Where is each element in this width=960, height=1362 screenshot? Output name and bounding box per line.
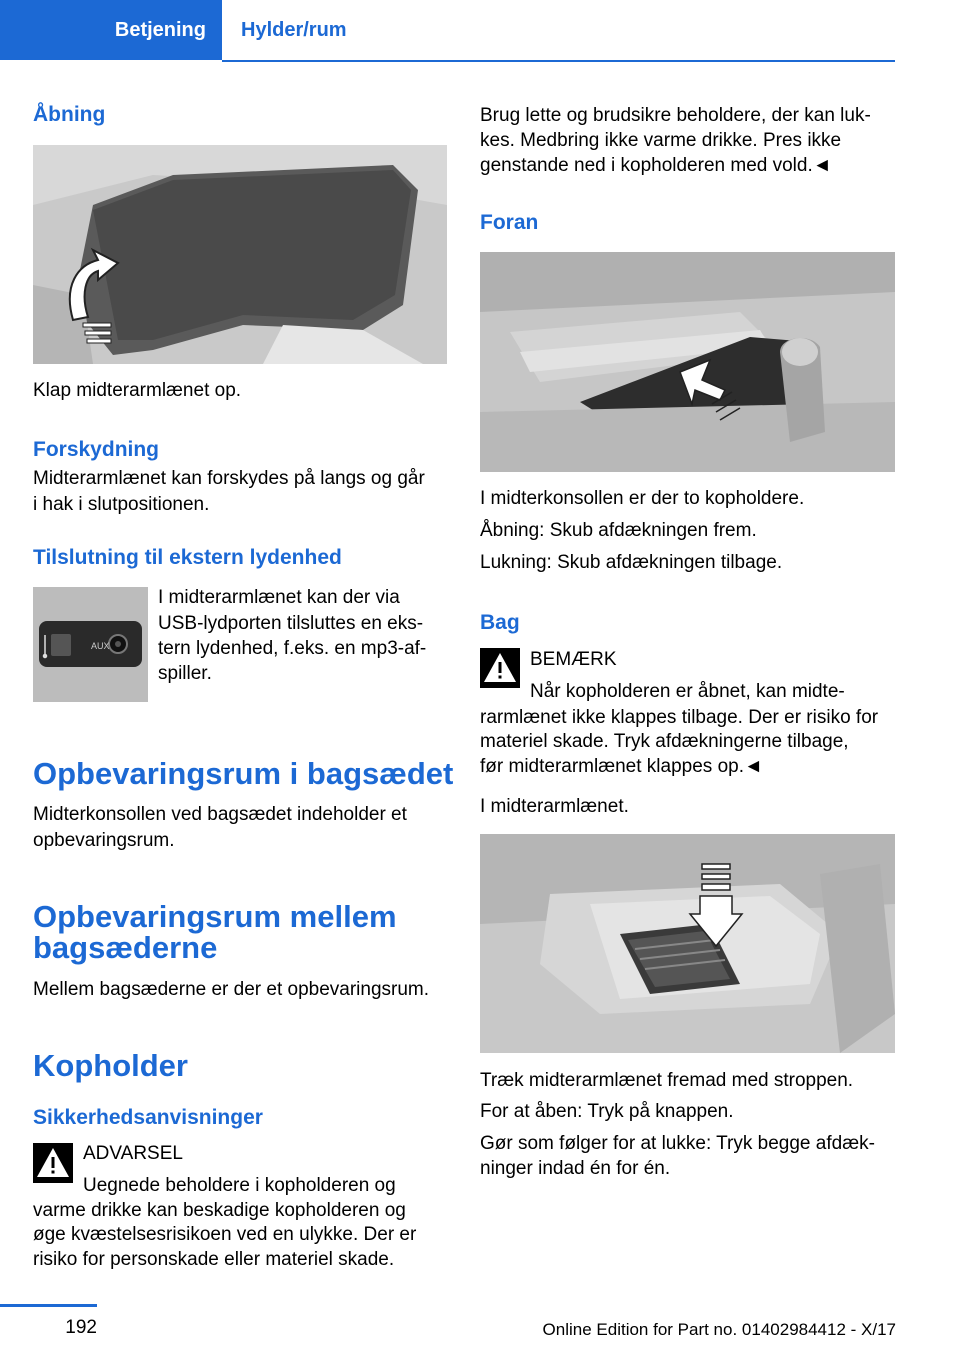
text-bag-1: Træk midterarmlænet fremad med stroppen.: [480, 1070, 854, 1091]
text-opbevaring-bagsaedet-1: Midterkonsollen ved bagsædet indeholder et: [33, 804, 407, 825]
text-tilslutning-3: tern lydenhed, f.eks. en mp3-af-: [158, 638, 427, 659]
text-forskydning-2: i hak i slutpositionen.: [33, 494, 210, 515]
heading-forskydning: Forskydning: [33, 438, 160, 461]
notice-line-1: Når kopholderen er åbnet, kan midte-: [530, 681, 845, 702]
front-cupholder-photo: [480, 252, 895, 472]
notice-title: BEMÆRK: [530, 649, 617, 670]
svg-text:AUX: AUX: [91, 641, 110, 651]
text-top-3: genstande ned i kopholderen med vold.◄: [480, 155, 832, 176]
warning-line-2: varme drikke kan beskadige kopholderen og: [33, 1200, 406, 1221]
heading-foran: Foran: [480, 211, 539, 234]
rear-cupholder-photo: [480, 834, 895, 1053]
tab-betjening[interactable]: Betjening: [0, 0, 222, 60]
text-bag-2: For at åben: Tryk på knappen.: [480, 1101, 734, 1122]
footer-divider: [0, 1304, 97, 1307]
heading-bag: Bag: [480, 611, 520, 634]
text-opbevaring-bagsaedet-2: opbevaringsrum.: [33, 830, 175, 851]
heading-tilslutning: Tilslutning til ekstern lydenhed: [33, 546, 342, 569]
notice-triangle-icon: [480, 648, 520, 688]
tab-hylder-rum[interactable]: Hylder/rum: [241, 18, 347, 41]
armrest-open-photo: [33, 145, 447, 364]
heading-abning: Åbning: [33, 103, 106, 126]
heading-kopholder: Kopholder: [33, 1048, 188, 1083]
notice-line-3: materiel skade. Tryk afdækningerne tilbage,: [480, 731, 849, 752]
warning-line-1: Uegnede beholdere i kopholderen og: [83, 1175, 396, 1196]
header-divider: [222, 60, 895, 62]
warning-line-3: øge kvæstelsesrisikoen ved en ulykke. Der er: [33, 1224, 417, 1245]
text-tilslutning-2: USB-lydporten tilsluttes en eks-: [158, 613, 424, 634]
notice-line-4: før midterarmlænet klappes op.◄: [480, 756, 763, 777]
caption-abning: Klap midterarmlænet op.: [33, 380, 242, 401]
edition-text: Online Edition for Part no. 01402984412 - X/17: [542, 1320, 896, 1339]
warning-title: ADVARSEL: [83, 1143, 183, 1164]
notice-line-2: rarmlænet ikke klappes tilbage. Der er risiko for: [480, 707, 879, 728]
heading-sikkerhed: Sikkerhedsanvisninger: [33, 1106, 263, 1129]
page-header: [0, 0, 895, 62]
text-bag-0: I midterarmlænet.: [480, 796, 629, 817]
warning-triangle-icon: [33, 1143, 73, 1183]
warning-line-4: risiko for personskade eller materiel skade.: [33, 1249, 395, 1270]
page-number: 192: [65, 1317, 97, 1338]
text-foran-3: Lukning: Skub afdækningen tilbage.: [480, 552, 783, 573]
text-tilslutning-4: spiller.: [158, 663, 212, 684]
text-tilslutning-1: I midterarmlænet kan der via: [158, 587, 400, 608]
text-top-2: kes. Medbring ikke varme drikke. Pres ikke: [480, 130, 842, 151]
heading-opbevaring-mellem-2: bagsæderne: [33, 930, 218, 965]
heading-opbevaring-mellem-1: Opbevaringsrum mellem: [33, 899, 397, 934]
text-opbevaring-mellem: Mellem bagsæderne er der et opbevaringsrum.: [33, 979, 430, 1000]
text-foran-2: Åbning: Skub afdækningen frem.: [480, 520, 757, 541]
text-foran-1: I midterkonsollen er der to kopholdere.: [480, 488, 805, 509]
heading-opbevaring-bagsaedet: Opbevaringsrum i bagsædet: [33, 756, 454, 791]
text-bag-4: ninger indad én for én.: [480, 1158, 671, 1179]
text-top-1: Brug lette og brudsikre beholdere, der kan luk-: [480, 105, 871, 126]
text-bag-3: Gør som følger for at lukke: Tryk begge afdæk-: [480, 1133, 875, 1154]
usb-aux-port-photo: [33, 587, 148, 702]
text-forskydning-1: Midterarmlænet kan forskydes på langs og går: [33, 468, 425, 489]
